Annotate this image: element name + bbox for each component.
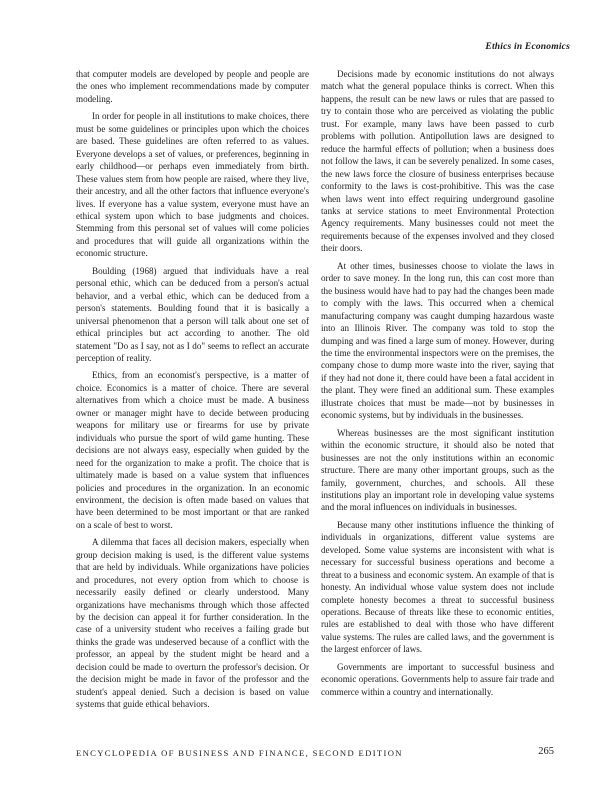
paragraph: Ethics, from an economist's perspective, is a matter of choice. Economics is a matter of choice. There are several alternatives from which a choice must be made. A business owner or manager might have to decide between producing weapons for military use or firearms for use by private individuals who pursue the sport of wild game hunting. These decisions are not always easy, especially when guided by the need for the organization to make a profit. The choice that is ultimately made is based on a value system that influences policies and procedures in the organization. In an economic environment, the decision is often made based on values that have been determined to be most important or that are ranked on a scale of best to worst. <box>76 370 309 530</box>
paragraph: A dilemma that faces all decision makers, especially when group decision making is used, is the different value systems that are held by individuals. While organizations have policies and procedures, not every option from which to choose is necessarily easily defined or clearly understood. Many organizations have mechanisms through which those affected by the decision can appeal it for further consideration. In the case of a university student who receives a failing grade but thinks the grade was undeserved because of a conflict with the professor, an appeal by the student might be heard and a decision could be made to overturn the professor's decision. Or the decision might be made in favor of the professor and the student's appeal denied. Such a decision is based on value systems that guide ethical behaviors. <box>76 537 309 710</box>
paragraph: Decisions made by economic institutions do not always match what the general populace thinks is correct. When this happens, the result can be new laws or rules that are passed to try to contain those who are perceived as violating the public trust. For example, many laws have been passed to curb problems with pollution. Antipollution laws are designed to reduce the harmful effects of pollution; when a business does not follow the laws, it can be severely penalized. In some cases, the new laws force the closure of business enterprises because conformity to the laws is cost-prohibitive. This was the case when laws went into effect requiring underground gasoline tanks at service stations to meet Environmental Protection Agency requirements. Many businesses could not meet the requirements because of the expenses involved and they closed their doors. <box>321 69 554 254</box>
paragraph: Because many other institutions influence the thinking of individuals in organizations, different value systems are developed. Some value systems are inconsistent with what is necessary for successful business operations and become a threat to a business and economic system. An example of that is honesty. An individual whose value system does not include complete honesty becomes a threat to successful business operations. Because of threats like these to economic entities, rules are established to deal with those who have different value systems. The rules are called laws, and the government is the largest enforcer of laws. <box>321 519 554 655</box>
right-column <box>321 68 554 703</box>
paragraph: Whereas businesses are the most significant institution within the economic structure, it should also be noted that businesses are not the only institutions within an economic structure. There are many other important groups, such as the family, government, churches, and schools. All these institutions play an important role in developing value systems and the moral influences on individuals in businesses. <box>321 427 554 513</box>
paragraph: Governments are important to successful business and economic operations. Governments help to assure fair trade and commerce within a country and internationally. <box>321 661 554 697</box>
paragraph: At other times, businesses choose to violate the laws in order to save money. In the long run, this can cost more than the business would have had to pay had the changes been made to comply with the laws. This occurred when a chemical manufacturing company was caught dumping hazardous waste into an Illinois River. The company was told to stop the dumping and was fined a large sum of money. However, during the time the environmental inspectors were on the premises, the company chose to dump more waste into the river, saying that if they had not done it, there could have been a fatal accident in the plant. They were fined an additional sum. These examples illustrate choices that must be made—not by businesses in economic systems, but by individuals in the businesses. <box>321 260 554 421</box>
footer-publication-title: ENCYCLOPEDIA OF BUSINESS AND FINANCE, SECOND EDITION <box>76 748 403 758</box>
page-number: 265 <box>538 746 554 757</box>
paragraph: that computer models are developed by people and people are the ones who implement recommendations made by computer modeling. <box>76 69 309 104</box>
running-head: Ethics in Economics <box>485 42 570 52</box>
left-column <box>76 68 309 716</box>
paragraph: In order for people in all institutions to make choices, there must be some guidelines or principles upon which the choices are based. These guidelines are often referred to as values. Everyone develops a set of values, or preferences, beginning in early childhood—or perhaps even immediately from birth. These values stem from how people are raised, where they live, their ancestry, and all the other factors that influence everyone's lives. If everyone has a value system, everyone must have an ethical system upon which to base judgments and choices. Stemming from this personal set of values will come policies and procedures that will guide all organizations within the economic structure. <box>76 111 309 259</box>
paragraph: Boulding (1968) argued that individuals have a real personal ethic, which can be deduced from a person's actual behavior, and a verbal ethic, which can be deduced from a person's statements. Boulding found that it is basically a universal phenomenon that a person will talk about one set of ethical principles but act according to another. The old statement "Do as I say, not as I do" seems to reflect an accurate perception of reality. <box>76 265 309 363</box>
